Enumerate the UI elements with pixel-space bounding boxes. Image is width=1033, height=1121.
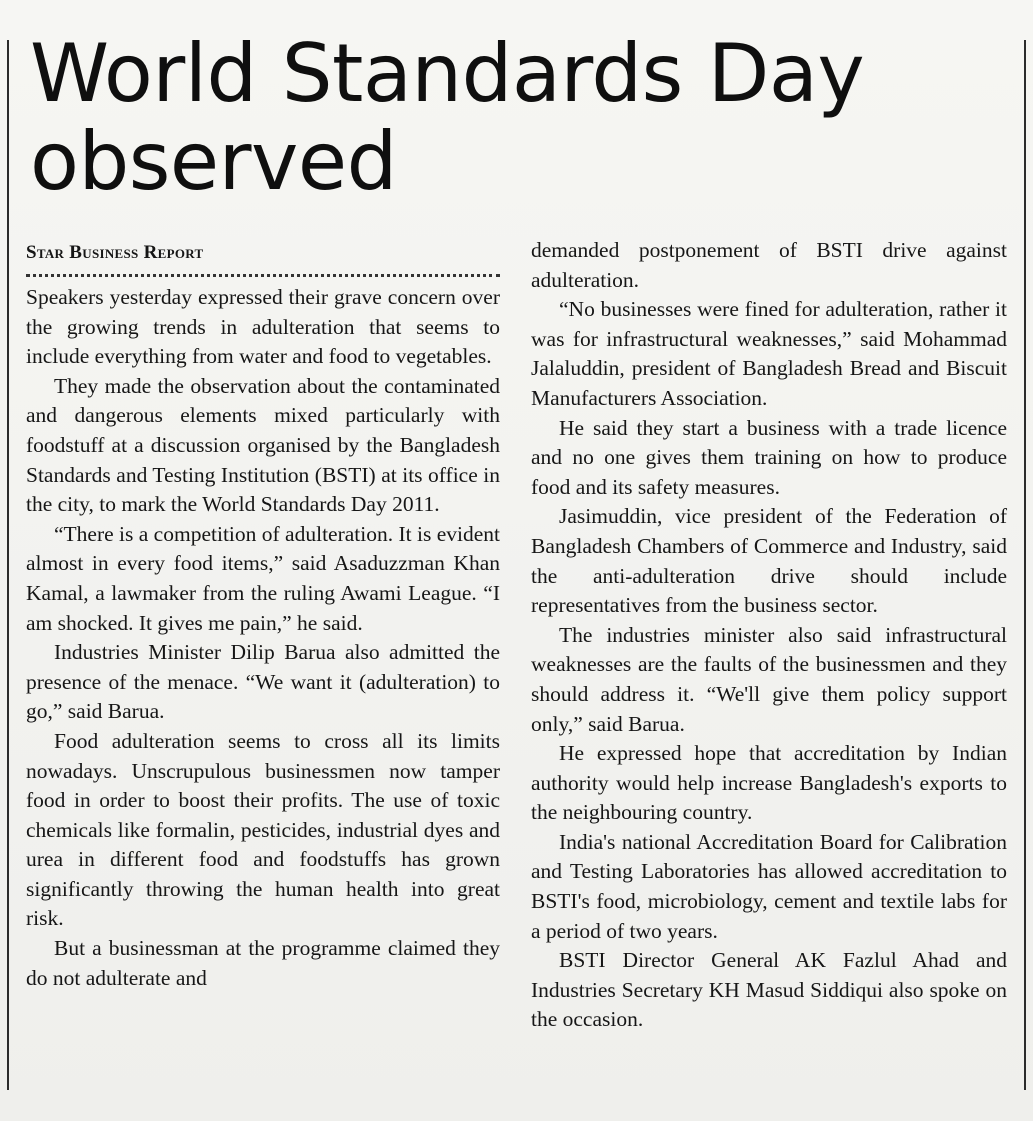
paragraph: “No businesses were fined for adulteration, rather it was for infrastructural weaknesses,” said Mohammad Jalaluddin, president of Bangladesh Bread and Biscuit Manufacturers Association. [531,297,1007,410]
paragraph: BSTI Director General AK Fazlul Ahad and Industries Secretary KH Masud Siddiqui also spoke on the occasion. [531,948,1007,1032]
paragraph: “There is a competition of adulteration. It is evident almost in every food items,” said Asaduzzman Khan Kamal, a lawmaker from the ruling Awami League. “I am shocked. It gives me pain,” he said. [26,521,500,635]
paragraph: But a businessman at the programme claimed they do not adulterate and [26,936,500,990]
paragraph: Jasimuddin, vice president of the Federation of Bangladesh Chambers of Commerce and Industry, said the anti-adulteration drive should include representatives from the business sector. [531,504,1007,618]
paragraph: Speakers yesterday expressed their grave concern over the growing trends in adulteration that seems to include everything from water and food to vegetables. [26,285,500,369]
paragraph: Industries Minister Dilip Barua also admitted the presence of the menace. “We want it (adulteration) to go,” said Barua. [26,640,500,724]
headline: World Standards Day observed [30,27,865,208]
paragraph: He expressed hope that accreditation by Indian authority would help increase Bangladesh's exports to the neighbouring country. [531,741,1007,825]
left-column [26,238,500,993]
dotted-divider [26,274,500,277]
paragraph: The industries minister also said infrastructural weaknesses are the faults of the businessmen and they should address it. “We'll give them policy support only,” said Barua. [531,622,1007,736]
right-column-rule [1024,40,1026,1090]
left-column-rule [7,40,9,1090]
paragraph: India's national Accreditation Board for Calibration and Testing Laboratories has allowed accreditation to BSTI's food, microbiology, cement and textile labs for a period of two years. [531,829,1007,943]
right-column [531,236,1007,1035]
paragraph: Food adulteration seems to cross all its limits nowadays. Unscrupulous businessmen now tamper food in order to boost their profits. The use of toxic chemicals like formalin, pesticides, industrial dyes and urea in different food and foodstuffs has grown significantly throwing the human health into great risk. [26,728,500,931]
byline: Star Business Report [26,242,204,263]
paragraph-continuation: demanded postponement of BSTI drive against adulteration. [531,238,1007,292]
paragraph: They made the observation about the contaminated and dangerous elements mixed particularly with foodstuff at a discussion organised by the Bangladesh Standards and Testing Institution (BSTI) at its office in the city, to mark the World Standards Day 2011. [26,373,500,517]
paragraph: He said they start a business with a trade licence and no one gives them training on how to produce food and its safety measures. [531,415,1007,499]
